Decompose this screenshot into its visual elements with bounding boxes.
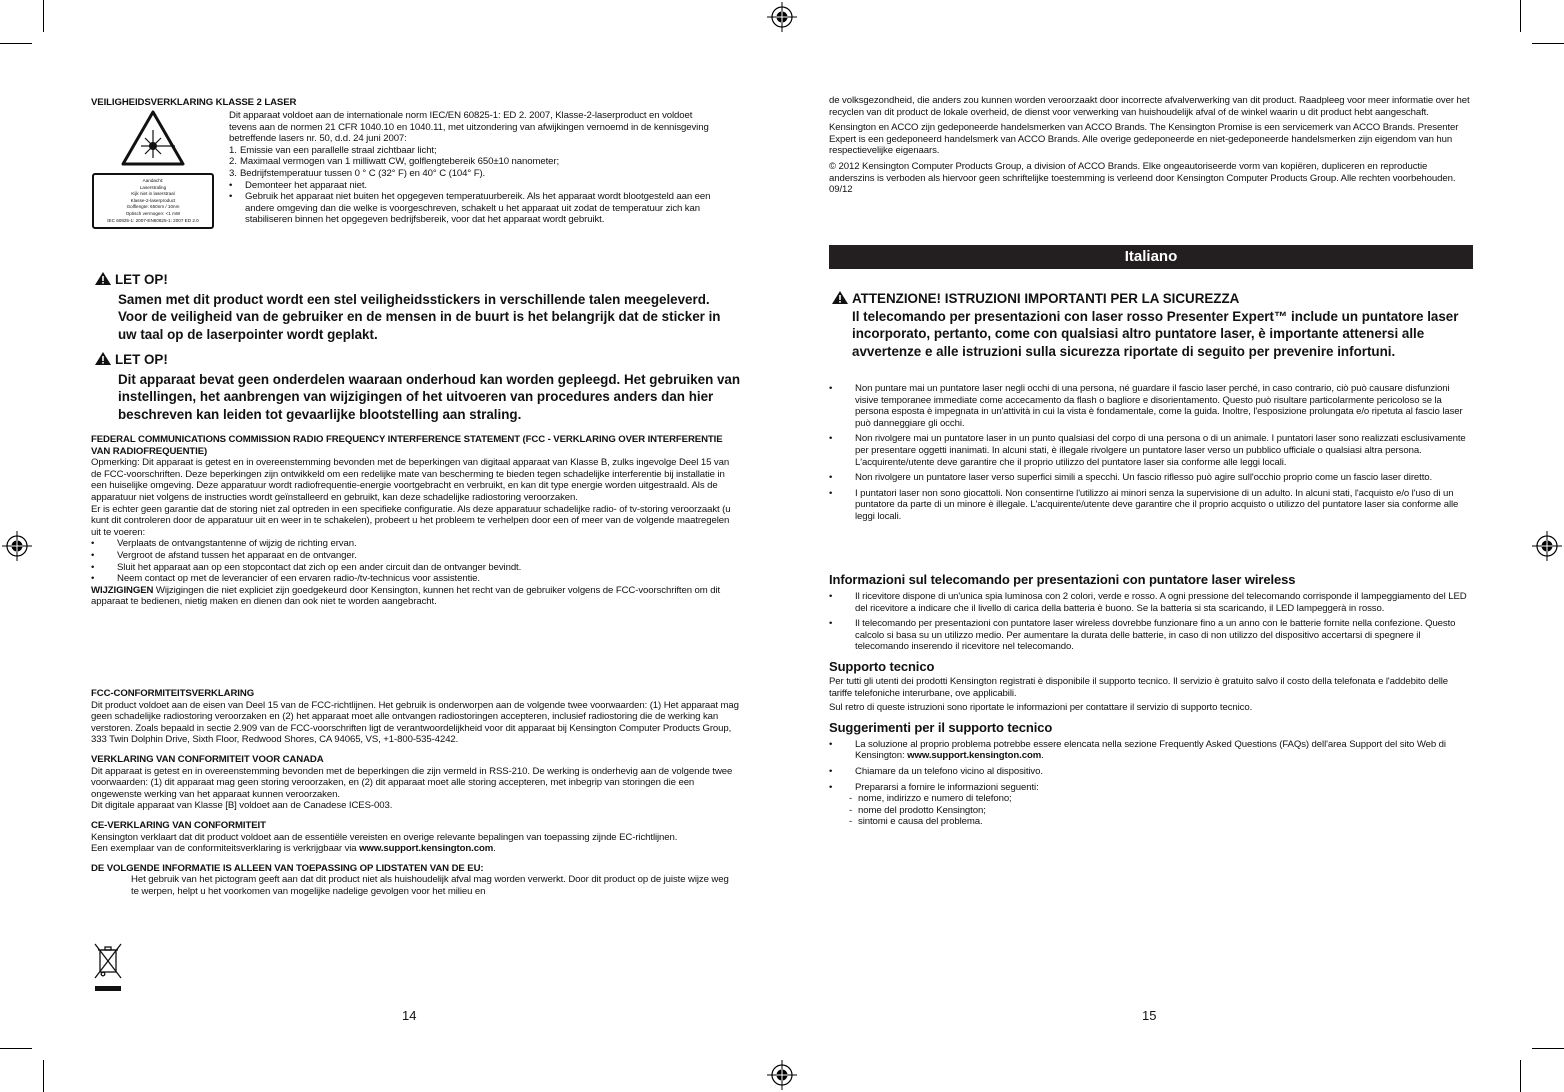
support-link[interactable]: www.support.kensington.com [907, 750, 1042, 762]
label-line: Aandacht: [142, 178, 164, 183]
fcc-paragraph: Er is echter geen garantie dat de storing niet zal optreden in een specifieke configuratie. Als deze apparatuur schadelijke radio- of tv-storing veroorzaakt (u kunt dit controleren door de apparatuur uit en weer in te schakelen), probeert u het probleem te verhelpen door een of meer van de volgende maatregelen uit te voeren: [91, 503, 731, 538]
list-item: • Non rivolgere un puntatore laser verso superfici simili a specchi. Un fascio riflesso può agire sull'occhio proprio come un fascio laser diretto. [829, 472, 1433, 484]
eu-title: DE VOLGENDE INFORMATIE IS ALLEEN VAN TOEPASSING OP LIDSTATEN VAN DE EU: [91, 862, 484, 874]
registration-mark-icon [767, 1060, 797, 1090]
fcc-title: FEDERAL COMMUNICATIONS COMMISSION RADIO FREQUENCY INTERFERENCE STATEMENT (FCC - VERKLARING OVER INTERFERENTIE VAN RADIOFREQUENTIE) [91, 434, 723, 457]
list-item: • Vergroot de afstand tussen het apparaat en de ontvanger. [91, 549, 357, 561]
support-link[interactable]: www.support.kensington.com [359, 843, 494, 855]
paragraph: Kensington en ACCO zijn gedeponeerde handelsmerken van ACCO Brands. The Kensington Promise is een servicemerk van ACCO Brands. Presenter Expert is een gedeponeerd handelsmerk van ACCO Brands. Alle overige gedeponeerde en niet-gedeponeerde handelsmerken zijn eigendom van hun respectievelijke eigenaars. [829, 122, 1459, 157]
italian-safety-list [829, 383, 1469, 523]
list-item: • Gebruik het apparaat niet buiten het opgegeven temperatuurbereik. Als het apparaat wordt blootgesteld aan een andere omgeving dan die welke is voorgeschreven, schakelt u het apparaat uit zodat de temperatuur zich kan stabiliseren binnen het opgegeven bedrijfsbereik, voor dat het apparaat wordt gebruikt. [229, 191, 711, 226]
ce-text-2: Een exemplaar van de conformiteitsverklaring is verkrijgbaar via www.support.kensington.com. [91, 843, 496, 855]
label-line: Kijk niet in laserstraal [131, 191, 175, 197]
crop-mark [1532, 43, 1564, 44]
list-item: • Non puntare mai un puntatore laser negli occhi di una persona, né guardare il fascio laser perché, in caso contrario, ciò può causare disfunzioni visive temporanee immediate come accecamento da flash o bagliore e disorientamento. Questo può risultare particolarmente pericoloso se la persona esposta è impegnata in un'attività in cui la vista è fondamentale, come la guida. Inoltre, l'esposizione prolungata e/o ripetuta al fascio laser può danneggiare gli occhi. [829, 383, 1463, 429]
fcc-section [91, 434, 741, 608]
page-number: 15 [1142, 1008, 1157, 1023]
label-line: Optisch vermogen: <1 mW [125, 210, 181, 216]
ce-text: Kensington verklaart dat dit product voldoet aan de essentiële vereisten en overige relevante bepalingen van toepassing zijnde EC-richtlijnen. [91, 831, 678, 843]
list-item: 2. Maximaal vermogen van 1 milliwatt CW, golflengtebereik 650±10 nanometer; [229, 156, 560, 168]
section-title: Informazioni sul telecomando per presentazioni con puntatore laser wireless [829, 572, 1296, 587]
warning-heading: LET OP! [94, 271, 742, 288]
conformity-sections [91, 688, 741, 898]
eu-text: Het gebruik van het pictogram geeft aan dat dit product niet als huishoudelijk afval mag worden verwerkt. Door dit product op de juiste wijze weg te werpen, helpt u het voorkomen van mogelijke nadelige gevolgen voor het milieu en [131, 874, 729, 897]
warning-heading: LET OP! [94, 351, 754, 368]
page-number: 14 [402, 1008, 417, 1023]
warning-icon [94, 271, 112, 286]
list-item: • Prepararsi a fornire le informazioni seguenti: [829, 781, 1039, 793]
registration-mark-icon [1532, 531, 1562, 561]
list-item: 1. Emissie van een parallelle straal zichtbaar licht; [229, 144, 437, 156]
conformity-title: FCC-CONFORMITEITSVERKLARING [91, 688, 255, 699]
info-section [829, 572, 1469, 828]
warning-block [94, 351, 754, 423]
crop-mark [0, 43, 32, 44]
list-item: • La soluzione al proprio problema potrebbe essere elencata nella sezione Frequently Asked Questions (FAQs) dell'area Support del sito Web di Kensington: www.support.kensington.com. [829, 738, 1446, 762]
paragraph: © 2012 Kensington Computer Products Group, a division of ACCO Brands. Elke ongeautoriseerde vorm van kopiëren, dupliceren en reproductie anderszins is verboden als hiervoor geen schriftelijke toestemming is verleend door Kensington Computer Products Group. Alle rechten voorbehouden. 09/12 [829, 160, 1456, 196]
registration-mark-icon [2, 531, 32, 561]
label-line: IEC 60825-1: 2007-EN60825-1: 2007 ED 2.0 [107, 217, 199, 223]
crop-mark [1532, 1048, 1564, 1049]
crop-mark [43, 1060, 44, 1092]
wijzigingen-label: WIJZIGINGEN [91, 584, 154, 596]
ce-title: CE-VERKLARING VAN CONFORMITEIT [91, 819, 266, 831]
canada-text: Dit apparaat is getest en in overeenstemming bevonden met de beperkingen die zijn vermeld in RSS-210. De werking is onderhevig aan de volgende twee voorwaarden: (1) dit apparaat mag geen storing veroorzaken, en (2) dit apparaat moet alle storing accepteren, met inbegrip van storingen die een ongewenste werking van het apparaat kunnen veroorzaken. [91, 765, 733, 800]
laser-title: VEILIGHEIDSVERKLARING KLASSE 2 LASER [91, 97, 297, 108]
laser-intro: Dit apparaat voldoet aan de internationale norm IEC/EN 60825-1: ED 2. 2007, Klasse-2-laserproduct en voldoet tevens aan de normen 21 CFR 1040.10 en 1040.11, met uitzondering van afwijkingen vernoemd in de kennisgeving betreffende lasers nr. 50, d.d. 24 juni 2007: [229, 110, 709, 145]
fcc-paragraph: Opmerking: Dit apparaat is getest en in overeenstemming bevonden met de beperkingen van digitaal apparaat van Klasse B, zulks ingevolge Deel 15 van de FCC-voorschriften. Deze beperkingen zijn ontwikkeld om een redelijke mate van bescherming te bieden tegen schadelijke interferentie bij installatie in een huiselijke omgeving. Deze apparatuur wordt radiofrequentie-energie voortgebracht en verbruikt, en kan dit type energie worden uitgestraald. Als de apparatuur niet volgens de instructies wordt geïnstalleerd en gebruikt, kan deze schadelijke radiostoring veroorzaken. [91, 457, 730, 503]
laser-label [92, 173, 214, 229]
warning-text: Dit apparaat bevat geen onderdelen waaraan onderhoud kan worden gepleegd. Het gebruiken van instellingen, het aanbrengen van wijzigingen of het uitvoeren van procedures anders dan hier beschreven kan leiden tot gevaarlijke blootstelling aan straling. [118, 371, 741, 422]
canada-title: VERKLARING VAN CONFORMITEIT VOOR CANADA [91, 753, 324, 765]
crop-mark [43, 0, 44, 32]
attention-heading: ATTENZIONE! ISTRUZIONI IMPORTANTI PER LA SICUREZZA [831, 290, 1474, 307]
crop-mark [1520, 1060, 1521, 1092]
warning-icon [94, 351, 112, 366]
list-item: • Neem contact op met de leverancier of een ervaren radio-/tv-technicus voor assistentie. [91, 573, 480, 585]
sub-list-item: - nome del prodotto Kensington; [849, 804, 986, 816]
warning-block [94, 271, 742, 343]
list-item: • Il telecomando per presentazioni con puntatore laser wireless dovrebbe funzionare fino a un anno con le batterie fornite nella confezione. Questo calcolo si basa su un utilizzo medio. Per aumentare la durata delle batterie, in caso di non utilizzo del dispositivo accertarsi di spegnere il telecomando inserendo il ricevitore nel telecomando. [829, 618, 1456, 653]
list-item: • Il ricevitore dispone di un'unica spia luminosa con 2 colori, verde e rosso. A ogni pressione del telecomando corrisponde il lampeggiamento del LED del ricevitore a indicare che il livello di carica della batteria è buono. Se la batteria si sta scaricando, il LED lampeggerà in rosso. [829, 591, 1467, 614]
label-line: Laserstraling [139, 184, 167, 190]
list-item: • Verplaats de ontvangstantenne of wijzig de richting ervan. [91, 538, 357, 550]
wijzigingen-paragraph: WIJZIGINGEN Wijzigingen die niet expliciet zijn goedgekeurd door Kensington, kunnen het recht van de gebruiker volgens de FCC-voorschriften om dit apparaat te bedienen, nietig maken en dienen dan ook niet te worden aangebracht. [91, 584, 721, 608]
canada-text-2: Dit digitale apparaat van Klasse [B] voldoet aan de Canadese ICES-003. [91, 800, 393, 812]
list-item: • I puntatori laser non sono giocattoli. Non consentirne l'utilizzo ai minori senza la supervisione di un adulto. In alcuni stati, l'acquisto e/o l'uso di un puntatore da parte di un minore è illegale. L'acquirente/utente deve garantire che il proprio acquisto o utilizzo del puntatore laser sia conforme alle leggi locali. [829, 487, 1459, 522]
attention-text: Il telecomando per presentazioni con laser rosso Presenter Expert™ include un puntatore laser incorporato, pertanto, come con qualsiasi altro puntatore laser, è importante attenersi alle avvertenze e alle istruzioni sulla sicurezza riportate di seguito per prevenire infortuni. [852, 308, 1459, 359]
list-item: • Chiamare da un telefono vicino al dispositivo. [829, 765, 1043, 777]
list-item: • Sluit het apparaat aan op een stopcontact dat zich op een ander circuit dan de ontvanger bevindt. [91, 561, 522, 573]
laser-statement [229, 110, 717, 226]
paragraph: de volksgezondheid, die anders zou kunnen worden veroorzaakt door incorrecte afvalverwerking van dit product. Raadpleeg voor meer informatie over het recyclen van dit product de lokale overheid, de dienst voor verwerking van huishoudelijk afval of de winkel waarin u dit product hebt aangeschaft. [829, 95, 1470, 118]
conformity-text: Dit product voldoet aan de eisen van Deel 15 van de FCC-richtlijnen. Het gebruik is onderworpen aan de volgende twee voorwaarden: (1) Het apparaat mag geen schadelijke radiostoring veroorzaken en (2) het apparaat moet alle ontvangen radiostoringen accepteren, inclusief radiostoring die de werking kan verstoren. Zoals bepaald in sectie 2.909 van de FCC-voorschriften ligt de verantwoordelijkheid voor dit apparaat bij Kensington Computer Products Group, 333 Twin Dolphin Drive, Sixth Floor, Redwood Shores, CA 94065, VS, +1-800-535-4242. [91, 699, 739, 746]
crop-mark [0, 1048, 32, 1049]
warning-icon [831, 290, 849, 305]
list-item: • Demonteer het apparaat niet. [229, 179, 367, 191]
label-line: Klasse-2-laserproduct [130, 197, 176, 203]
sub-list-item: - sintomi e causa del problema. [849, 816, 983, 828]
warning-text: Samen met dit product wordt een stel veiligheidsstickers in verschillende talen meegeleverd. Voor de veiligheid van de gebruiker en de mensen in de buurt is het belangrijk dat de sticker in uw taal op de laserpointer wordt geplakt. [118, 291, 721, 342]
list-item: • Non rivolgere mai un puntatore laser in un punto qualsiasi del corpo di una persona o di un animale. I puntatori laser sono realizzati esclusivamente per presentare oggetti inanimati. In alcuni stati, è illegale rivolgere un puntatore laser verso un pubblico ufficiale o qualsiasi altra persona. L'acquirente/utente deve garantire che il proprio utilizzo del puntatore laser sia conforme alle leggi locali. [829, 433, 1466, 468]
continuation-text [829, 95, 1474, 196]
attention-block [829, 290, 1474, 360]
section-title: Supporto tecnico [829, 658, 935, 674]
registration-mark-icon [767, 2, 797, 32]
sub-list-item: - nome, indirizzo e numero di telefono; [849, 793, 1012, 805]
list-item: 3. Bedrijfstemperatuur tussen 0 ° C (32° F) en 40° C (104° F). [229, 167, 486, 179]
language-banner: Italiano [829, 245, 1473, 269]
paragraph: Sul retro di queste istruzioni sono riportate le informazioni per contattare il servizio di supporto tecnico. [829, 702, 1253, 714]
weee-bin-icon [92, 940, 124, 994]
laser-hazard-icon [121, 110, 185, 166]
crop-mark [1520, 0, 1521, 32]
label-line: Golflengte: 650nm / 10nm [126, 204, 180, 210]
section-title: Suggerimenti per il supporto tecnico [829, 719, 1053, 735]
paragraph: Per tutti gli utenti dei prodotti Kensington registrati è disponibile il supporto tecnico. Il servizio è gratuito salvo il costo della telefonata e l'addebito delle tariffe telefoniche interurbane, ove applicabili. [829, 675, 1448, 699]
